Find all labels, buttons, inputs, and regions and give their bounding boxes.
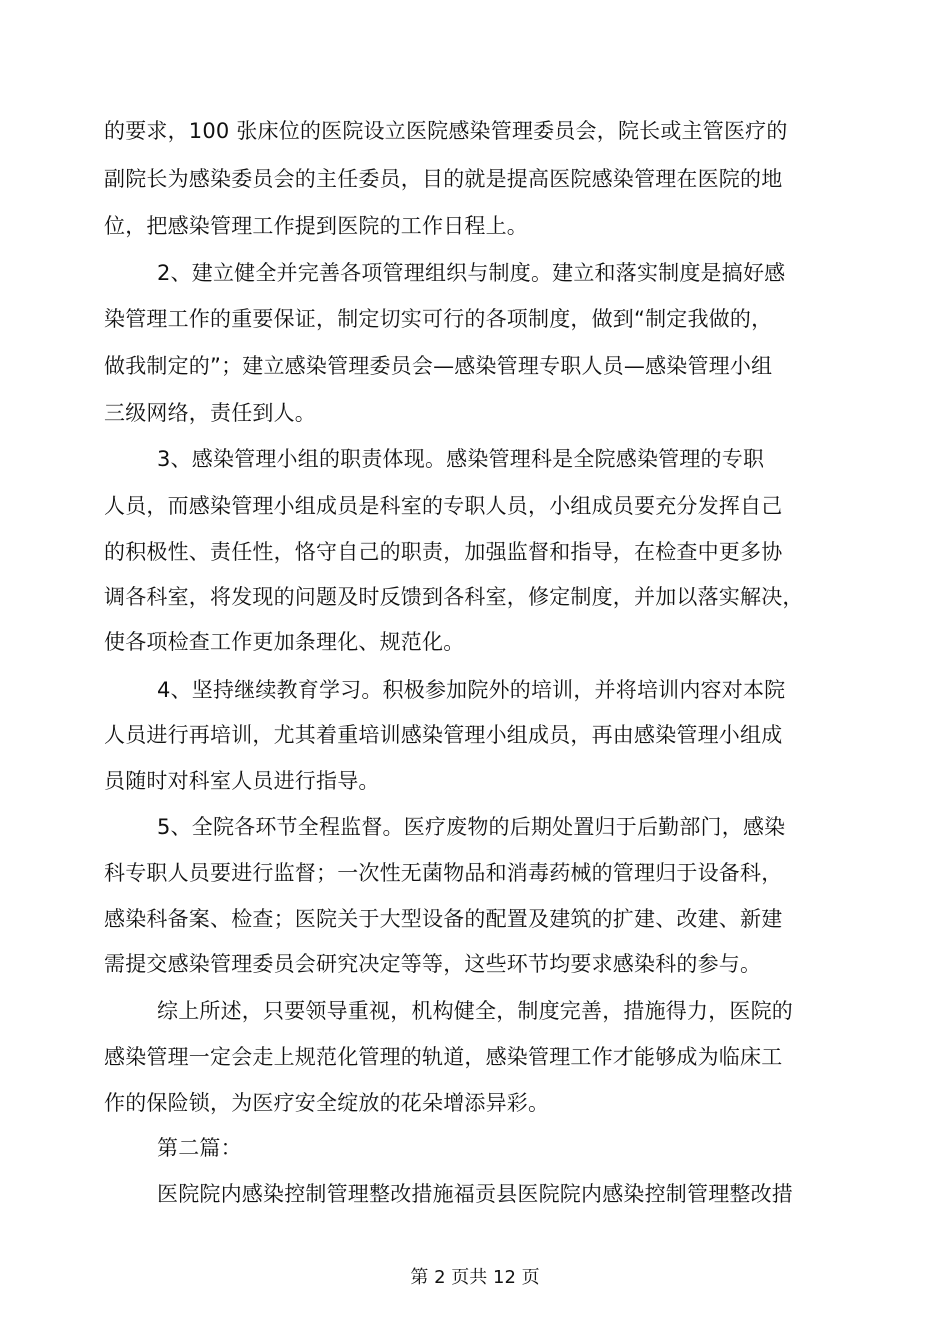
- text-line: 副院长为感染委员会的主任委员，目的就是提高医院感染管理在医院的地: [104, 167, 783, 191]
- text-line: 感染科备案、检查；医院关于大型设备的配置及建筑的扩建、改建、新建: [104, 907, 783, 931]
- paragraph-start-line: 5、全院各环节全程监督。医疗废物的后期处置归于后勤部门，感染: [157, 815, 786, 839]
- section-title-line: 医院院内感染控制管理整改措施福贡县医院院内感染控制管理整改措: [157, 1182, 793, 1206]
- text-line: 员随时对科室人员进行指导。: [104, 769, 380, 793]
- paragraph-start-line: 4、坚持继续教育学习。积极参加院外的培训，并将培训内容对本院: [157, 678, 786, 702]
- page-number-footer: 第 2 页共 12 页: [410, 1267, 540, 1288]
- text-line: 作的保险锁，为医疗安全绽放的花朵增添异彩。: [104, 1091, 550, 1115]
- text-line: 位，把感染管理工作提到医院的工作日程上。: [104, 214, 528, 238]
- text-line: 的积极性、责任性，恪守自己的职责，加强监督和指导，在检查中更多协: [104, 540, 783, 564]
- paragraph-start-line: 综上所述，只要领导重视，机构健全，制度完善，措施得力，医院的: [157, 999, 793, 1023]
- text-line: 染管理工作的重要保证，制定切实可行的各项制度，做到“制定我做的，: [104, 307, 773, 331]
- text-line: 人员，而感染管理小组成员是科室的专职人员，小组成员要充分发挥自己: [104, 494, 783, 518]
- paragraph-start-line: 3、感染管理小组的职责体现。感染管理科是全院感染管理的专职: [157, 447, 765, 471]
- text-line: 做我制定的”；建立感染管理委员会—感染管理专职人员—感染管理小组: [104, 354, 773, 378]
- text-line: 三级网络，责任到人。: [104, 401, 316, 425]
- text-line: 需提交感染管理委员会研究决定等等，这些环节均要求感染科的参与。: [104, 952, 762, 976]
- text-line: 的要求，100 张床位的医院设立医院感染管理委员会，院长或主管医疗的: [104, 119, 788, 143]
- text-line: 调各科室，将发现的问题及时反馈到各科室，修定制度，并加以落实解决，: [104, 585, 804, 609]
- paragraph-start-line: 2、建立健全并完善各项管理组织与制度。建立和落实制度是搞好感: [157, 261, 786, 285]
- text-line: 感染管理一定会走上规范化管理的轨道，感染管理工作才能够成为临床工: [104, 1045, 783, 1069]
- text-line: 科专职人员要进行监督；一次性无菌物品和消毒药械的管理归于设备科，: [104, 861, 783, 885]
- section-heading: 第二篇：: [157, 1136, 242, 1160]
- text-line: 使各项检查工作更加条理化、规范化。: [104, 630, 465, 654]
- text-line: 人员进行再培训，尤其着重培训感染管理小组成员，再由感染管理小组成: [104, 723, 783, 747]
